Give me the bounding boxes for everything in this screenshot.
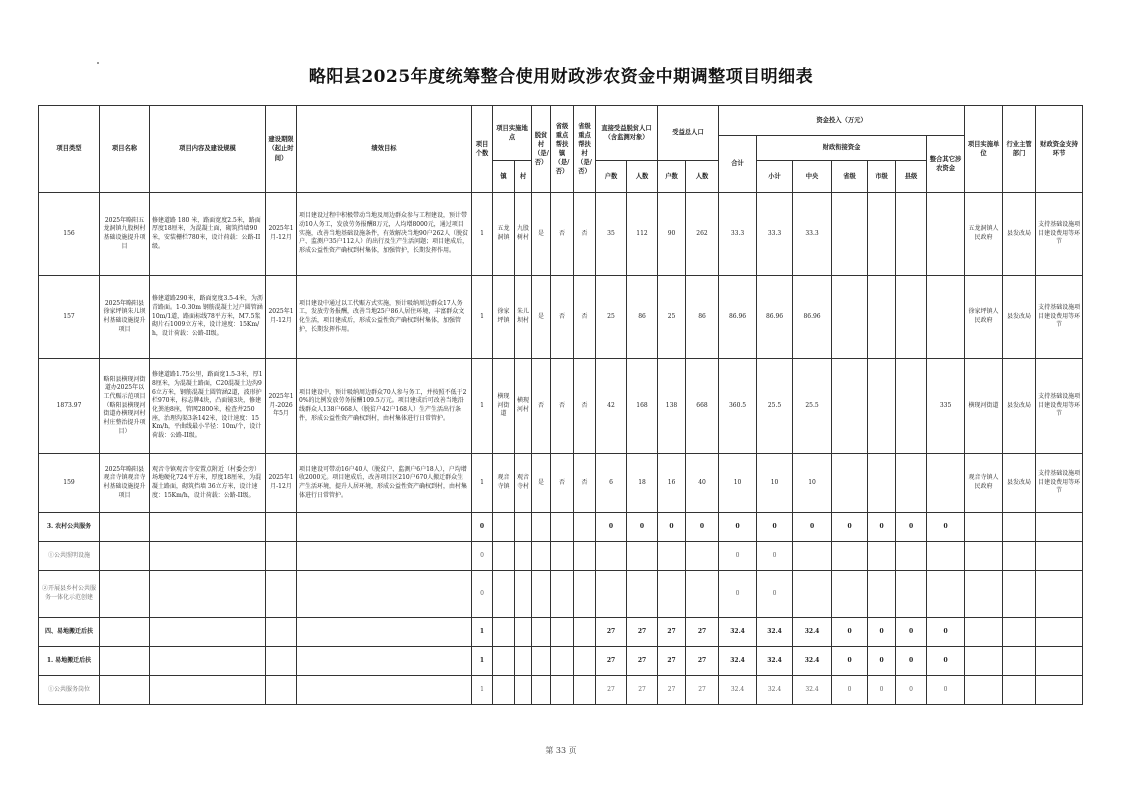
table-cell: 否: [574, 454, 596, 513]
table-cell: [1003, 571, 1036, 618]
table-cell: [515, 647, 532, 676]
table-cell: [896, 454, 927, 513]
table-cell: 0: [868, 513, 896, 542]
table-cell: [551, 513, 574, 542]
table-cell: 27: [658, 676, 686, 705]
header-funds: 资金投入（万元）: [719, 106, 965, 136]
table-cell: 0: [757, 571, 793, 618]
table-cell: [493, 513, 515, 542]
table-cell: [1003, 542, 1036, 571]
header-total-households: 户数: [658, 161, 686, 193]
table-cell: 27: [596, 647, 627, 676]
table-cell: 25.5: [793, 359, 832, 454]
header-unit: 项目实施单位: [965, 106, 1003, 193]
table-cell: ①公共服务岗位: [39, 676, 100, 705]
table-cell: [515, 676, 532, 705]
table-cell: 朱儿坝村: [515, 276, 532, 359]
table-cell: 0: [927, 676, 965, 705]
table-cell: [532, 513, 551, 542]
header-town: 镇: [493, 161, 515, 193]
table-cell: 徐家坪镇人民政府: [965, 276, 1003, 359]
table-cell: [965, 647, 1003, 676]
table-cell: 是: [532, 193, 551, 276]
table-cell: 修建道路 180 米，路面宽度2.5米，路面厚度18厘米，为混凝土面，砌筑挡墙90米，安装栅栏780米，设计荷载：公路-II级。: [150, 193, 266, 276]
table-cell: 25: [658, 276, 686, 359]
table-cell: 否: [551, 359, 574, 454]
table-row: [39, 542, 1083, 571]
table-cell: [551, 676, 574, 705]
table-cell: 否: [551, 276, 574, 359]
table-cell: 项目建设中通过以工代赈方式实施，预计吸纳周边群众17人务工，发放劳务报酬，改善当地25户86人居住环境，丰富群众文化生活，项目建成后，形成公益性资产确权到村集体，加强管护，长期发挥作用。: [297, 276, 472, 359]
table-cell: 县发改局: [1003, 454, 1036, 513]
table-cell: [1036, 618, 1083, 647]
table-cell: [266, 513, 297, 542]
header-direct-households: 户数: [596, 161, 627, 193]
table-cell: [266, 676, 297, 705]
table-row: [39, 359, 1083, 454]
table-cell: 0: [832, 513, 868, 542]
table-cell: [686, 542, 719, 571]
table-cell: 项目建设过程中积极带动当地及周边群众参与工程建设，预计带动10人务工，发放劳务报酬8万元，人均增8000元，通过项目实施，改善当地基础设施条件，有效解决当地90户262人（脱贫户、监测户35户112人）的出行及生产生活问题；项目建成后，形成公益性资产确权到村集体，加强管护，长期发挥作用。: [297, 193, 472, 276]
table-body: [39, 193, 1083, 705]
header-key-village: 省级重点帮扶村（是/否）: [574, 106, 596, 193]
table-cell: [297, 571, 472, 618]
table-cell: [532, 618, 551, 647]
table-cell: [965, 542, 1003, 571]
table-cell: 0: [868, 676, 896, 705]
table-cell: [596, 571, 627, 618]
table-cell: [574, 513, 596, 542]
table-cell: 0: [832, 647, 868, 676]
header-dept: 行业主管部门: [1003, 106, 1036, 193]
table-cell: 1: [472, 676, 493, 705]
header-content: 项目内容及建设规模: [150, 106, 266, 193]
table-cell: [927, 276, 965, 359]
table-cell: 86.96: [719, 276, 757, 359]
table-cell: 27: [658, 618, 686, 647]
header-subtotal: 小计: [757, 161, 793, 193]
table-cell: 86.96: [793, 276, 832, 359]
table-cell: [297, 618, 472, 647]
table-cell: 159: [39, 454, 100, 513]
table-cell: [927, 542, 965, 571]
table-cell: [896, 542, 927, 571]
header-count: 项目个数: [472, 106, 493, 193]
table-cell: [493, 618, 515, 647]
table-cell: 修建道路290米，路面宽度3.5-4米，为沥青路面。1-0.30m 钢筋混凝土过户圆管涵10m/1道，路面标线78平方米，M7.5浆砌片石1009立方米，设计速度：15Km/h，设计荷载：公路-II级。: [150, 276, 266, 359]
table-cell: 32.4: [719, 618, 757, 647]
table-cell: 90: [658, 193, 686, 276]
table-cell: [627, 571, 658, 618]
table-cell: 五龙洞镇: [493, 193, 515, 276]
table-cell: 10: [719, 454, 757, 513]
table-cell: 五龙洞镇人民政府: [965, 193, 1003, 276]
table-cell: 27: [627, 618, 658, 647]
table-cell: [1036, 542, 1083, 571]
table-cell: [493, 542, 515, 571]
table-cell: 40: [686, 454, 719, 513]
table-row: [39, 276, 1083, 359]
table-cell: 0: [896, 618, 927, 647]
table-cell: [532, 647, 551, 676]
table-cell: 86: [627, 276, 658, 359]
table-cell: [532, 676, 551, 705]
table-cell: 0: [832, 676, 868, 705]
header-period: 建设期限（起止时间）: [266, 106, 297, 193]
table-cell: [868, 193, 896, 276]
table-cell: 35: [596, 193, 627, 276]
table-cell: 156: [39, 193, 100, 276]
table-cell: [532, 542, 551, 571]
table-cell: [658, 571, 686, 618]
table-cell: 否: [532, 359, 551, 454]
table-cell: 32.4: [793, 647, 832, 676]
table-cell: 0: [927, 513, 965, 542]
table-cell: [965, 618, 1003, 647]
table-cell: 0: [757, 513, 793, 542]
table-cell: [493, 647, 515, 676]
table-cell: [832, 359, 868, 454]
table-cell: 县发改局: [1003, 276, 1036, 359]
table-cell: 1: [472, 193, 493, 276]
table-cell: 县发改局: [1003, 359, 1036, 454]
table-cell: [658, 542, 686, 571]
table-row: [39, 647, 1083, 676]
table-row: [39, 454, 1083, 513]
table-cell: [574, 542, 596, 571]
table-cell: 支持基础设施项目建设费用等环节: [1036, 276, 1083, 359]
table-cell: 32.4: [793, 676, 832, 705]
table-cell: [150, 676, 266, 705]
table-cell: [832, 542, 868, 571]
table-cell: [1003, 647, 1036, 676]
header-provincial: 省级: [832, 161, 868, 193]
header-type: 项目类型: [39, 106, 100, 193]
table-cell: 2025年略阳五龙洞镇九股树村基础设施提升项目: [100, 193, 150, 276]
header-total: 合计: [719, 136, 757, 193]
table-cell: 支持基础设施项目建设费用等环节: [1036, 359, 1083, 454]
table-cell: 0: [472, 571, 493, 618]
table-cell: [868, 276, 896, 359]
table-cell: 1: [472, 276, 493, 359]
table-cell: [1036, 676, 1083, 705]
table-cell: [832, 193, 868, 276]
table-cell: [551, 618, 574, 647]
table-cell: 32.4: [757, 647, 793, 676]
table-cell: 0: [868, 618, 896, 647]
table-cell: ①公共照明设施: [39, 542, 100, 571]
table-cell: 支持基础设施项目建设费用等环节: [1036, 454, 1083, 513]
table-cell: 支持基础设施项目建设费用等环节: [1036, 193, 1083, 276]
table-cell: [551, 542, 574, 571]
table-cell: [793, 542, 832, 571]
table-cell: [100, 571, 150, 618]
table-cell: 0: [868, 647, 896, 676]
table-cell: 27: [686, 676, 719, 705]
table-cell: 2025年1月-12月: [266, 276, 297, 359]
table-cell: [1003, 618, 1036, 647]
header-name: 项目名称: [100, 106, 150, 193]
table-cell: 是: [532, 276, 551, 359]
table-cell: [596, 542, 627, 571]
table-cell: 0: [896, 647, 927, 676]
table-cell: 2025年1月-12月: [266, 454, 297, 513]
table-cell: [297, 647, 472, 676]
table-cell: [793, 571, 832, 618]
table-cell: [832, 276, 868, 359]
table-cell: 0: [596, 513, 627, 542]
table-cell: [896, 276, 927, 359]
table-cell: [100, 676, 150, 705]
header-other: 整合其它涉农资金: [927, 136, 965, 193]
table-cell: 0: [472, 542, 493, 571]
table-cell: 27: [627, 647, 658, 676]
header-central: 中央: [793, 161, 832, 193]
table-cell: 27: [686, 647, 719, 676]
table-cell: 6: [596, 454, 627, 513]
table-cell: 0: [719, 513, 757, 542]
table-cell: 138: [658, 359, 686, 454]
table-cell: 横现河街道: [965, 359, 1003, 454]
table-cell: 668: [686, 359, 719, 454]
table-cell: 42: [596, 359, 627, 454]
header-total-persons: 人数: [686, 161, 719, 193]
table-cell: 3. 农村公共服务: [39, 513, 100, 542]
table-cell: [1036, 571, 1083, 618]
table-cell: [1036, 647, 1083, 676]
table-header: [39, 106, 1083, 193]
table-cell: 观音寺镇: [493, 454, 515, 513]
table-cell: ②开展县乡村公共服务一体化示范创建: [39, 571, 100, 618]
table-cell: 1873.97: [39, 359, 100, 454]
header-poor-village: 脱贫村（是/否）: [532, 106, 551, 193]
header-county: 县级: [896, 161, 927, 193]
table-cell: 项目建设中，预计吸纳周边群众70人参与务工，并按照不低于20%的比例发放劳务报酬109.5万元。项目建成后可改善当地沿线群众人138户668人（脱贫户42户168人）生产生活出行条件，形成公益性资产确权到村，由村集体进行日常管护。: [297, 359, 472, 454]
table-cell: [297, 676, 472, 705]
table-cell: 0: [627, 513, 658, 542]
table-cell: [868, 571, 896, 618]
table-cell: [515, 513, 532, 542]
table-cell: 1: [472, 454, 493, 513]
table-cell: 0: [896, 513, 927, 542]
table-cell: [532, 571, 551, 618]
page-number: 第 33 页: [545, 746, 577, 755]
table-cell: 0: [793, 513, 832, 542]
header-direct-persons: 人数: [627, 161, 658, 193]
table-cell: [832, 571, 868, 618]
table-cell: [493, 571, 515, 618]
table-cell: 否: [574, 193, 596, 276]
table-cell: [927, 571, 965, 618]
table-cell: [266, 647, 297, 676]
table-cell: 0: [719, 571, 757, 618]
header-city: 市级: [868, 161, 896, 193]
table-cell: [100, 647, 150, 676]
table-cell: 横现河村: [515, 359, 532, 454]
table-cell: [927, 454, 965, 513]
table-cell: 九股树村: [515, 193, 532, 276]
table-cell: 0: [832, 618, 868, 647]
table-cell: 横现河街道: [493, 359, 515, 454]
table-cell: 32.4: [757, 618, 793, 647]
table-cell: [574, 676, 596, 705]
table-cell: [574, 571, 596, 618]
table-cell: 33.3: [793, 193, 832, 276]
table-cell: [965, 571, 1003, 618]
table-cell: 25.5: [757, 359, 793, 454]
table-cell: 否: [551, 454, 574, 513]
table-cell: [515, 542, 532, 571]
table-cell: 18: [627, 454, 658, 513]
table-cell: 四、易地搬迁后扶: [39, 618, 100, 647]
table-cell: [297, 542, 472, 571]
table-cell: 86: [686, 276, 719, 359]
table-cell: [100, 542, 150, 571]
table-cell: [100, 513, 150, 542]
table-cell: 观音寺镇观音寺安置点附近（村委会旁）场地硬化724平方米，厚度18厘米，为混凝土路面，砌筑挡墙 36立方米，设计速度：15Km/h，设计荷载：公路-II级。: [150, 454, 266, 513]
table-cell: [266, 571, 297, 618]
table-cell: 1: [472, 359, 493, 454]
table-cell: 27: [627, 676, 658, 705]
table-cell: 观音寺镇人民政府: [965, 454, 1003, 513]
table-cell: 0: [719, 542, 757, 571]
table-cell: [493, 676, 515, 705]
table-cell: 32.4: [719, 647, 757, 676]
table-cell: [868, 542, 896, 571]
table-row: [39, 618, 1083, 647]
table-cell: 1: [472, 647, 493, 676]
table-cell: [896, 193, 927, 276]
table-cell: 观音寺村: [515, 454, 532, 513]
table-cell: 32.4: [757, 676, 793, 705]
table-cell: 335: [927, 359, 965, 454]
table-cell: 32.4: [719, 676, 757, 705]
table-cell: 10: [757, 454, 793, 513]
table-row: [39, 571, 1083, 618]
table-cell: [150, 542, 266, 571]
header-location: 项目实施地点: [493, 106, 532, 161]
table-cell: 0: [686, 513, 719, 542]
table-cell: 33.3: [757, 193, 793, 276]
table-cell: 33.3: [719, 193, 757, 276]
table-cell: [1036, 513, 1083, 542]
table-cell: 16: [658, 454, 686, 513]
table-cell: 168: [627, 359, 658, 454]
table-cell: [551, 571, 574, 618]
table-cell: 否: [574, 276, 596, 359]
table-row: [39, 676, 1083, 705]
header-fiscal: 财政衔接资金: [757, 136, 927, 161]
table-cell: 0: [927, 647, 965, 676]
table-cell: [150, 647, 266, 676]
table-cell: 项目建设可带动16户40人（脱贫户、监测户6户18人），户均增收2000元。项目建成后，改善项目区210户670人搬迁群众生产生活环境，提升人居环境，形成公益性资产确权到村，由村集体进行日常管护。: [297, 454, 472, 513]
table-cell: [266, 542, 297, 571]
table-cell: 徐家坪镇: [493, 276, 515, 359]
table-cell: 86.96: [757, 276, 793, 359]
table-cell: [515, 571, 532, 618]
table-cell: 是: [532, 454, 551, 513]
table-cell: 2025年1月-2026年5月: [266, 359, 297, 454]
table-row: [39, 513, 1083, 542]
table-cell: 2025年略阳县观音寺镇观音寺村基础设施提升项目: [100, 454, 150, 513]
table-cell: 1: [472, 618, 493, 647]
table-cell: [574, 618, 596, 647]
table-cell: 0: [658, 513, 686, 542]
table-cell: 27: [596, 676, 627, 705]
table-cell: 0: [896, 676, 927, 705]
header-key-town: 省级重点帮扶镇（是/否）: [551, 106, 574, 193]
table-cell: [150, 618, 266, 647]
table-cell: [1003, 513, 1036, 542]
header-total-benefit: 受益总人口: [658, 106, 719, 161]
table-cell: [574, 647, 596, 676]
table-cell: 2025年略阳县徐家坪镇朱儿坝村基础设施提升项目: [100, 276, 150, 359]
table-cell: [686, 571, 719, 618]
table-cell: 27: [686, 618, 719, 647]
table-cell: 略阳县横现河街道办2025年以工代赈示范项目（略阳县横现河街道办横现河村村庄整治提升项目）: [100, 359, 150, 454]
header-direct-benefit: 直接受益脱贫人口（含监测对象）: [596, 106, 658, 161]
table-cell: 0: [472, 513, 493, 542]
table-cell: 县发改局: [1003, 193, 1036, 276]
table-cell: [965, 513, 1003, 542]
header-village: 村: [515, 161, 532, 193]
table-cell: 27: [658, 647, 686, 676]
table-cell: [896, 571, 927, 618]
table-cell: 112: [627, 193, 658, 276]
table-cell: [965, 676, 1003, 705]
table-cell: [832, 454, 868, 513]
table-cell: 25: [596, 276, 627, 359]
table-cell: 0: [757, 542, 793, 571]
table-cell: 10: [793, 454, 832, 513]
table-cell: [627, 542, 658, 571]
header-goal: 绩效目标: [297, 106, 472, 193]
table-cell: 360.5: [719, 359, 757, 454]
table-cell: [551, 647, 574, 676]
table-cell: [100, 618, 150, 647]
table-cell: 否: [551, 193, 574, 276]
table-cell: [150, 571, 266, 618]
table-cell: [1003, 676, 1036, 705]
table-cell: 32.4: [793, 618, 832, 647]
table-cell: 0: [927, 618, 965, 647]
table-cell: [896, 359, 927, 454]
page-title: 略阳县2025年度统筹整合使用财政涉农资金中期调整项目明细表: [308, 67, 814, 87]
table-cell: [868, 359, 896, 454]
table-cell: [868, 454, 896, 513]
table-cell: [297, 513, 472, 542]
table-cell: [150, 513, 266, 542]
table-cell: [515, 618, 532, 647]
table-cell: 1. 易地搬迁后扶: [39, 647, 100, 676]
table-cell: 27: [596, 618, 627, 647]
table-cell: 否: [574, 359, 596, 454]
table-row: [39, 193, 1083, 276]
table-cell: [266, 618, 297, 647]
table-cell: 262: [686, 193, 719, 276]
header-support: 财政资金支持环节: [1036, 106, 1083, 193]
table-cell: 157: [39, 276, 100, 359]
project-table: [38, 105, 1083, 705]
table-cell: 修建道路1.75公里，路面宽1.5-3米，厚18厘米，为混凝土路面，C20混凝土边沟96立方米，钢筋混凝土圆管涵2道，波形护栏970米，标志牌4块，凸面镜3块，修建化粪池8座，管网2800米，检查井250座，治理沟渠3条142米，设计速度：15Km/h，平曲线最小半径：10m/个，设计荷载：公路-II级。: [150, 359, 266, 454]
table-cell: 2025年1月-12月: [266, 193, 297, 276]
table-cell: [927, 193, 965, 276]
